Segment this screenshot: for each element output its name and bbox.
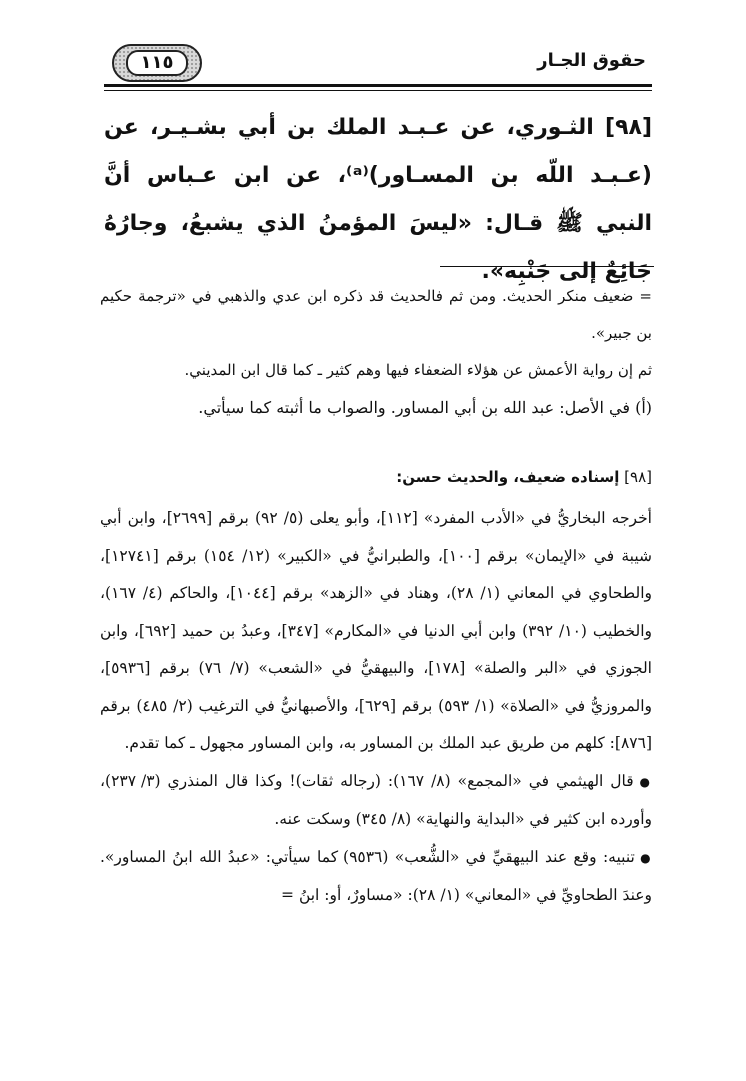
section-heading (396, 468, 652, 486)
footnote-continuation: ثم إن رواية الأعمش عن هؤلاء الضعفاء فيها وهم كثير ـ كما قال ابن المديني. (184, 361, 652, 379)
page-number-badge (112, 44, 202, 82)
footnotes (100, 278, 652, 426)
header-rule (104, 84, 652, 87)
page-number: ١١٥ (126, 50, 188, 76)
header-rule-thin (104, 90, 652, 91)
commentary-bullet: ● قال الهيثمي في «المجمع» (٨/ ١٦٧): (رجاله ثقات)! وكذا قال المنذري (٣/ ٢٣٧)، وأورده ابن كثير في «البداية والنهاية» (٨/ ٣٤٥) وسكت عنه. (100, 763, 652, 839)
book-title: حقوق الجـار (537, 50, 646, 71)
footnote-continuation: = ضعيف منكر الحديث. ومن ثم فالحديث قد ذكره ابن عدي والذهبي في «ترجمة حكيم بن جبير». (100, 287, 652, 342)
footnote-a: (أ) في الأصل: عبد الله بن أبي المساور. والصواب ما أثبته كما سيأتي. (198, 398, 652, 417)
page-header (104, 40, 652, 84)
commentary-note: ● تنبيه: وقع عند البيهقيِّ في «الشُّعب» (٩٥٣٦) كما سيأتي: «عبدُ الله ابنُ المساور». وعندَ الطحاويِّ في «المعاني» (١/ ٢٨): «مساورٌ، أو: ابنُ = (100, 839, 652, 915)
footnote-separator (440, 266, 654, 267)
commentary (100, 500, 652, 915)
hadith-text: [٩٨] الثـوري، عن عـبـد الملك بن أبي بشـيـر، عن (عـبـد اللّه بن المسـاور)⁽ᵃ⁾، عن ابن عـباس أنَّ النبي ﷺ قـال: «ليسَ المؤمنُ الذي يشبعُ، وجارُهُ جَائِعٌ إلى جَنْبِه». (104, 115, 652, 284)
section-title: إسناده ضعيف، والحديث حسن: (396, 468, 620, 486)
commentary-paragraph: أخرجه البخاريُّ في «الأدب المفرد» [١١٢]، وأبو يعلى (٥/ ٩٢) برقم [٢٦٩٩]، وابن أبي شيبة في «الإيمان» برقم [١٠٠]، والطبرانيُّ في «الكبير» (١٢/ ١٥٤) برقم [١٢٧٤١]، والطحاوي في المعاني (١/ ٢٨)، وهناد في «الزهد» برقم [١٠٤٤]، والحاكم (٤/ ١٦٧)، والخطيب (١٠/ ٣٩٢) وابن أبي الدنيا في «المكارم» [٣٤٧]، وعبدُ بن حميد [٦٩٢]، وابن الجوزي في «البر والصلة» [١٧٨]، والبيهقيُّ في «الشعب» (٧/ ٧٦) برقم [٥٩٣٦]، والمروزيُّ في «الصلاة» (١/ ٥٩٣) برقم [٦٢٩]، والأصبهانيُّ في الترغيب (٢/ ٤٨٥) برقم [٨٧٦]: كلهم من طريق عبد الملك بن المساور به، وابن المساور مجهول ـ كما تقدم. (100, 509, 653, 752)
section-number: [٩٨] (624, 468, 652, 486)
